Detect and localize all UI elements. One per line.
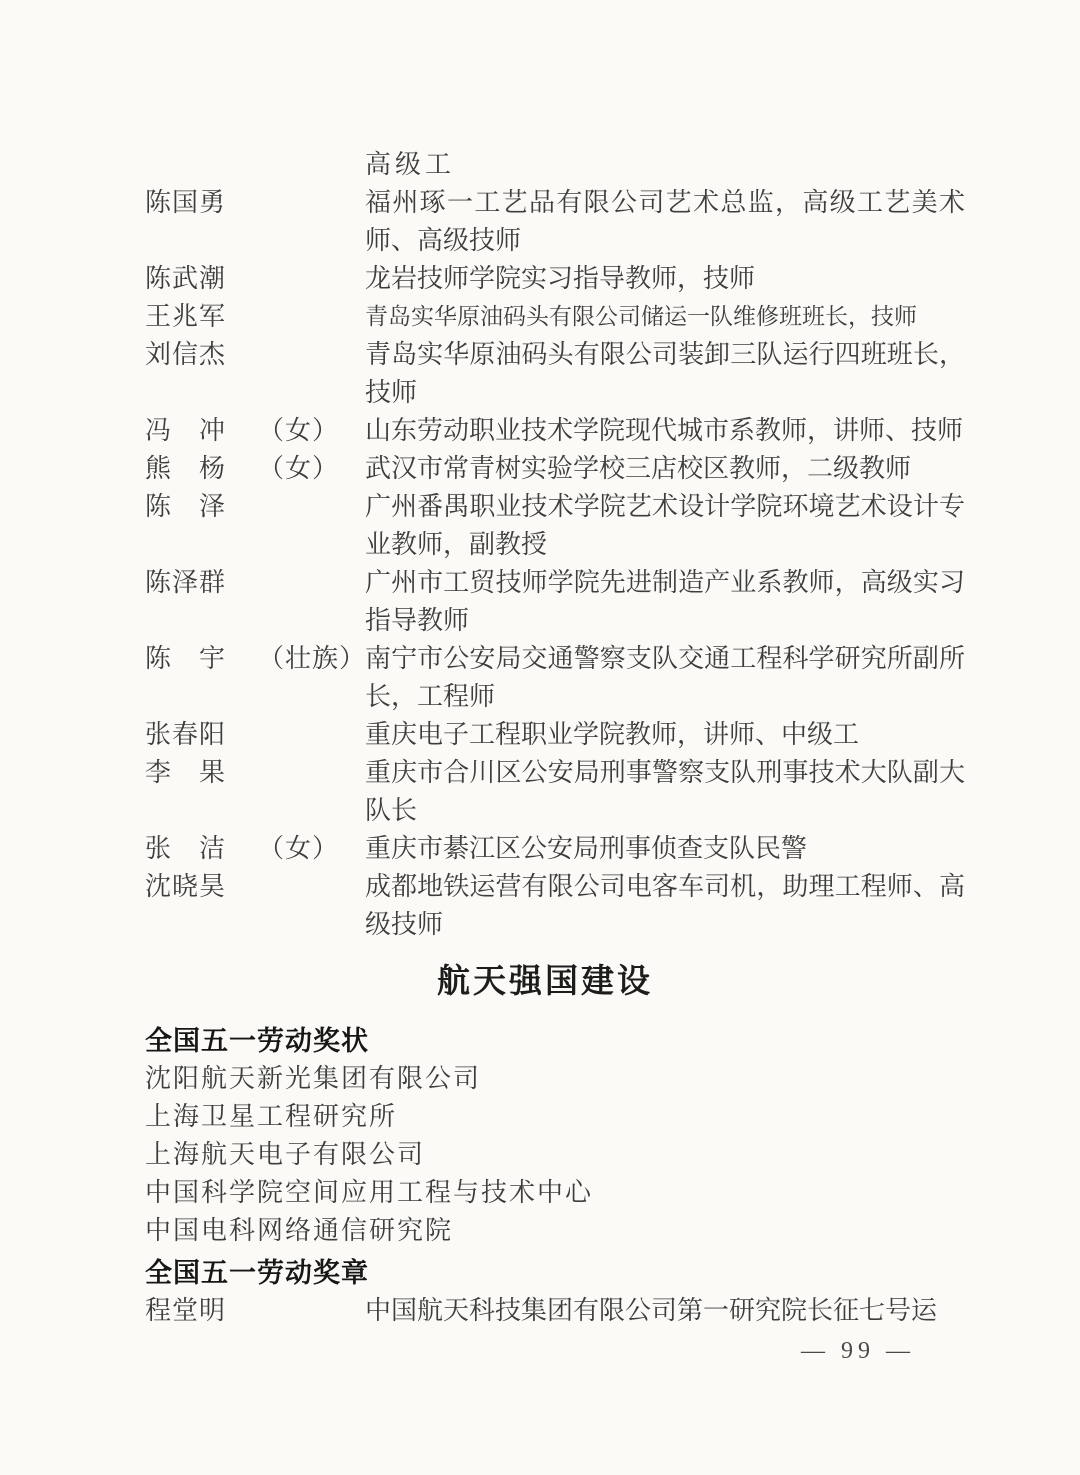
recipient-title: 广州番禺职业技术学院艺术设计学院环境艺术设计专业教师，副教授 [365, 492, 965, 559]
recipient-title: 中国航天科技集团有限公司第一研究院长征七号运 [365, 1296, 938, 1325]
list-item [145, 1292, 965, 1330]
recipient-ethnic-note: （女） [258, 454, 340, 483]
recipient-title: 重庆市綦江区公安局刑事侦查支队民警 [365, 834, 808, 863]
recipient-title: 福州琢一工艺品有限公司艺术总监，高级工艺美术师、高级技师 [365, 188, 965, 255]
recipient-name: 张洁 [145, 834, 225, 863]
list-item [145, 564, 965, 640]
recipient-name: 陈泽 [145, 492, 225, 521]
award-medal-label: 全国五一劳动奖章 [145, 1258, 369, 1288]
list-item [145, 336, 965, 412]
list-item [145, 716, 965, 754]
recipient-title: 重庆电子工程职业学院教师，讲师、中级工 [365, 720, 860, 749]
award-certificate-label: 全国五一劳动奖状 [145, 1026, 369, 1056]
recipient-title: 龙岩技师学院实习指导教师，技师 [365, 264, 756, 293]
recipient-name: 程堂明 [145, 1296, 225, 1325]
list-item [145, 260, 965, 298]
list-item [145, 640, 965, 716]
section-title: 航天强国建设 [437, 964, 653, 1000]
page-number: — 99 — [801, 1338, 915, 1364]
recipient-name: 陈宇 [145, 644, 225, 673]
recipient-name: 沈晓昊 [145, 872, 225, 901]
list-item [145, 830, 965, 868]
list-item [145, 184, 965, 260]
recipient-name: 陈国勇 [145, 188, 225, 217]
recipient-name: 李果 [145, 758, 225, 787]
page-content [145, 146, 965, 1366]
recipient-name: 陈泽群 [145, 568, 225, 597]
recipient-ethnic-note: （女） [258, 834, 340, 863]
recipient-name: 陈武潮 [145, 264, 225, 293]
recipient-title: 南宁市公安局交通警察支队交通工程科学研究所副所长，工程师 [365, 644, 965, 711]
organization-item: 中国电科网络通信研究院 [145, 1216, 454, 1245]
recipient-title: 青岛实华原油码头有限公司储运一队维修班班长，技师 [365, 304, 917, 329]
organization-item: 上海卫星工程研究所 [145, 1102, 398, 1131]
organization-item: 中国科学院空间应用工程与技术中心 [145, 1178, 594, 1207]
organization-item: 上海航天电子有限公司 [145, 1140, 426, 1169]
recipient-name: 张春阳 [145, 720, 225, 749]
list-item [145, 868, 965, 944]
organization-item: 沈阳航天新光集团有限公司 [145, 1064, 482, 1093]
recipient-title: 成都地铁运营有限公司电客车司机，助理工程师、高级技师 [365, 872, 965, 939]
list-item [145, 754, 965, 830]
carryover-line: 高级工 [365, 150, 456, 179]
recipient-ethnic-note: （壮族） [258, 644, 367, 673]
recipient-title: 青岛实华原油码头有限公司装卸三队运行四班班长，技师 [365, 340, 965, 407]
list-item [145, 298, 965, 336]
list-item [145, 450, 965, 488]
recipient-ethnic-note: （女） [258, 416, 340, 445]
recipient-name: 刘信杰 [145, 340, 225, 369]
list-item [145, 412, 965, 450]
recipient-title: 山东劳动职业技术学院现代城市系教师，讲师、技师 [365, 416, 964, 445]
recipient-title: 重庆市合川区公安局刑事警察支队刑事技术大队副大队长 [365, 758, 965, 825]
list-item [145, 488, 965, 564]
recipient-title: 武汉市常青树实验学校三店校区教师，二级教师 [365, 454, 912, 483]
recipient-name: 熊杨 [145, 454, 225, 483]
recipient-title: 广州市工贸技师学院先进制造产业系教师，高级实习指导教师 [365, 568, 965, 635]
recipient-name: 冯冲 [145, 416, 225, 445]
recipient-name: 王兆军 [145, 302, 225, 331]
